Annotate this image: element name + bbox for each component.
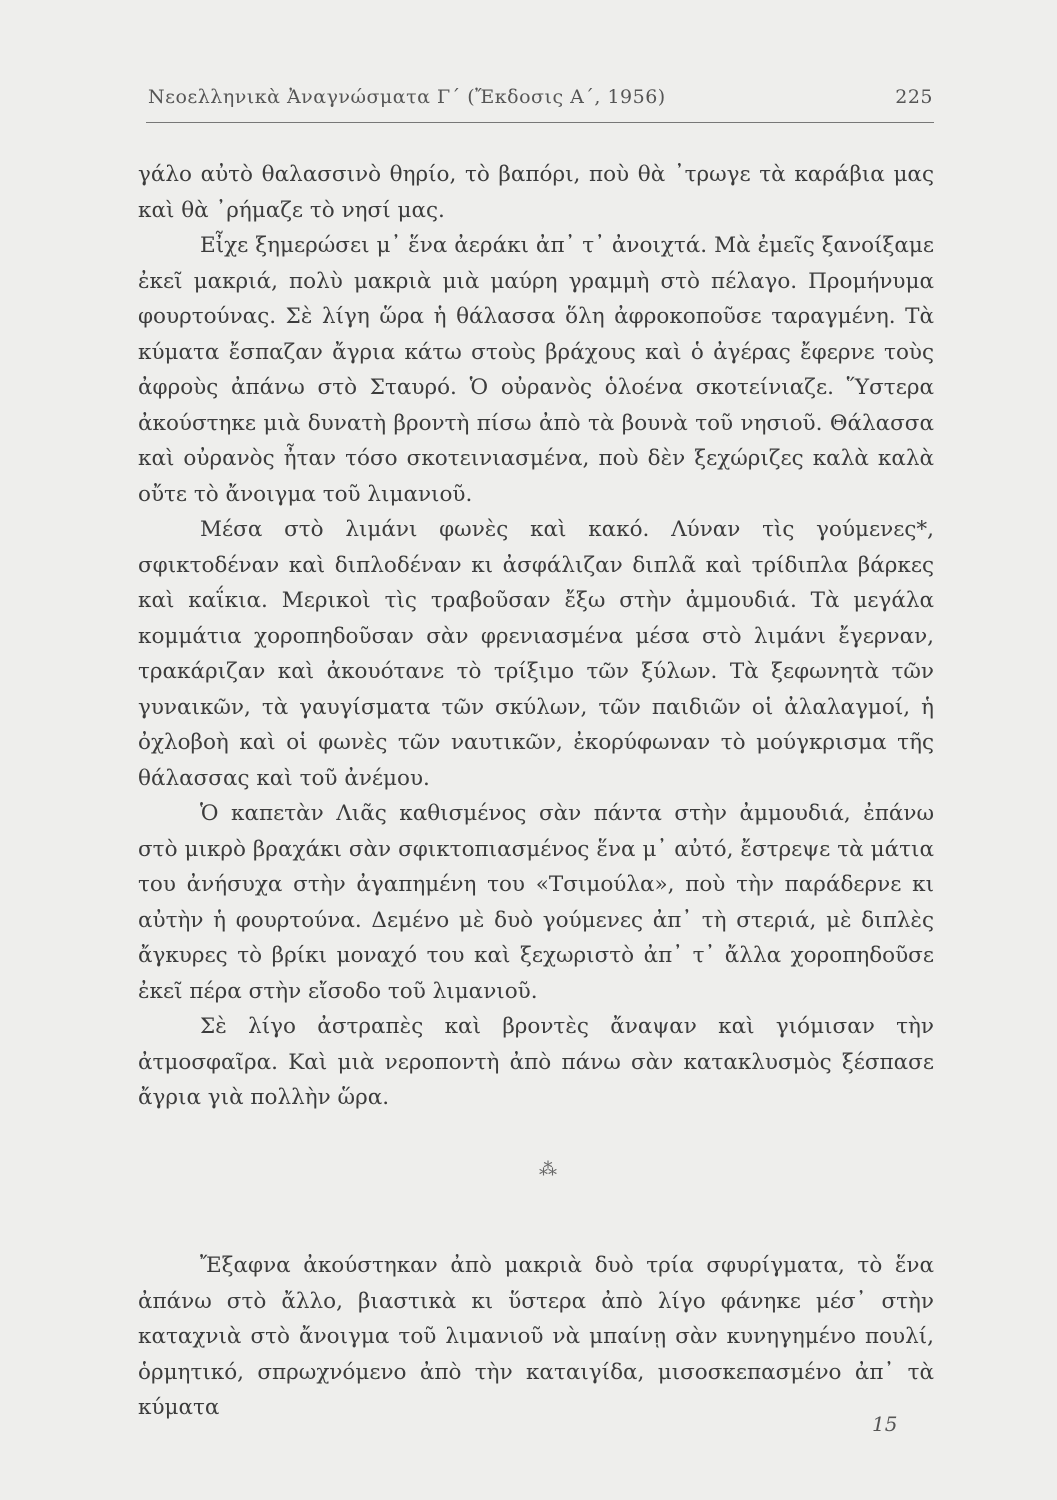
paragraph: Σὲ λίγο ἀστραπὲς καὶ βροντὲς ἄναψαν καὶ γιόμισαν τὴν ἀτμοσφαῖρα. Καὶ μιὰ νεροποντὴ ἀπὸ πάνω σὰν κατακλυσμὸς ξέσπασε ἄγρια γιὰ πολλὴν ὥρα. [138,1014,934,1110]
page-number: 225 [895,86,933,108]
body-text-continued [138,1248,934,1426]
running-title: Νεοελληνικὰ Ἀναγνώσματα Γ´ (Ἔκδοσις Α´, 1956) [148,86,666,108]
body-text [138,157,934,1116]
section-separator: ⁂ [539,1159,557,1180]
header-rule [146,122,934,123]
paragraph: γάλο αὐτὸ θαλασσινὸ θηρίο, τὸ βαπόρι, ποὺ θὰ ᾽τρωγε τὰ καράβια μας καὶ θὰ ᾽ρήμαζε τὸ νησί μας. [138,162,934,223]
paragraph: Ἔξαφνα ἀκούστηκαν ἀπὸ μακριὰ δυὸ τρία σφυρίγματα, τὸ ἕνα ἀπάνω στὸ ἄλλο, βιαστικὰ κι ὕστερα ἀπὸ λίγο φάνηκε μέσ᾽ στὴν καταχνιὰ στὸ ἄνοιγμα τοῦ λιμανιοῦ νὰ μπαίνῃ σὰν κυνηγημένο πουλί, ὁρμητικό, σπρωχνόμενο ἀπὸ τὴν καταιγίδα, μισοσκεπασμένο ἀπ᾽ τὰ κύματα [138,1253,934,1420]
folio-number: 15 [872,1412,898,1436]
running-head [148,86,933,108]
paragraph: Εἶχε ξημερώσει μ᾽ ἕνα ἀεράκι ἀπ᾽ τ᾽ ἀνοιχτά. Μὰ ἐμεῖς ξανοίξαμε ἐκεῖ μακριά, πολὺ μακριὰ μιὰ μαύρη γραμμὴ στὸ πέλαγο. Προμήνυμα φουρτούνας. Σὲ λίγη ὥρα ἡ θάλασσα ὅλη ἀφροκοποῦσε ταραγμένη. Τὰ κύματα ἔσπαζαν ἄγρια κάτω στοὺς βράχους καὶ ὁ ἀγέρας ἔφερνε τοὺς ἀφροὺς ἀπάνω στὸ Σταυρό. Ὁ οὐρανὸς ὁλοένα σκοτείνιαζε. Ὕστερα ἀκούστηκε μιὰ δυνατὴ βροντὴ πίσω ἀπὸ τὰ βουνὰ τοῦ νησιοῦ. Θάλασσα καὶ οὐρανὸς ἦταν τόσο σκοτεινιασμένα, ποὺ δὲν ξεχώριζες καλὰ καλὰ οὔτε τὸ ἄνοιγμα τοῦ λιμανιοῦ. [138,233,934,507]
paragraph: Ὁ καπετὰν Λιᾶς καθισμένος σὰν πάντα στὴν ἀμμουδιά, ἐπάνω στὸ μικρὸ βραχάκι σὰν σφικτοπιασμένος ἕνα μ᾽ αὐτό, ἔστρεψε τὰ μάτια του ἀνήσυχα στὴν ἀγαπημένη του «Τσιμούλα», ποὺ τὴν παράδερνε κι αὐτὴν ἡ φουρτούνα. Δεμένο μὲ δυὸ γούμενες ἀπ᾽ τὴ στεριά, μὲ διπλὲς ἄγκυρες τὸ βρίκι μοναχό του καὶ ξεχωριστὸ ἀπ᾽ τ᾽ ἄλλα χοροπηδοῦσε ἐκεῖ πέρα στὴν εἴσοδο τοῦ λιμανιοῦ. [138,801,934,1004]
paragraph: Μέσα στὸ λιμάνι φωνὲς καὶ κακό. Λύναν τὶς γούμενες*, σφικτοδέναν καὶ διπλοδέναν κι ἀσφάλιζαν διπλᾶ καὶ τρίδιπλα βάρκες καὶ καΐκια. Μερικοὶ τὶς τραβοῦσαν ἔξω στὴν ἀμμουδιά. Τὰ μεγάλα κομμάτια χοροπηδοῦσαν σὰν φρενιασμένα μέσα στὸ λιμάνι ἔγερναν, τρακάριζαν καὶ ἀκουότανε τὸ τρίξιμο τῶν ξύλων. Τὰ ξεφωνητὰ τῶν γυναικῶν, τὰ γαυγίσματα τῶν σκύλων, τῶν παιδιῶν οἱ ἀλαλαγμοί, ἡ ὀχλοβοὴ καὶ οἱ φωνὲς τῶν ναυτικῶν, ἐκορύφωναν τὸ μούγκρισμα τῆς θάλασσας καὶ τοῦ ἀνέμου. [138,517,934,791]
